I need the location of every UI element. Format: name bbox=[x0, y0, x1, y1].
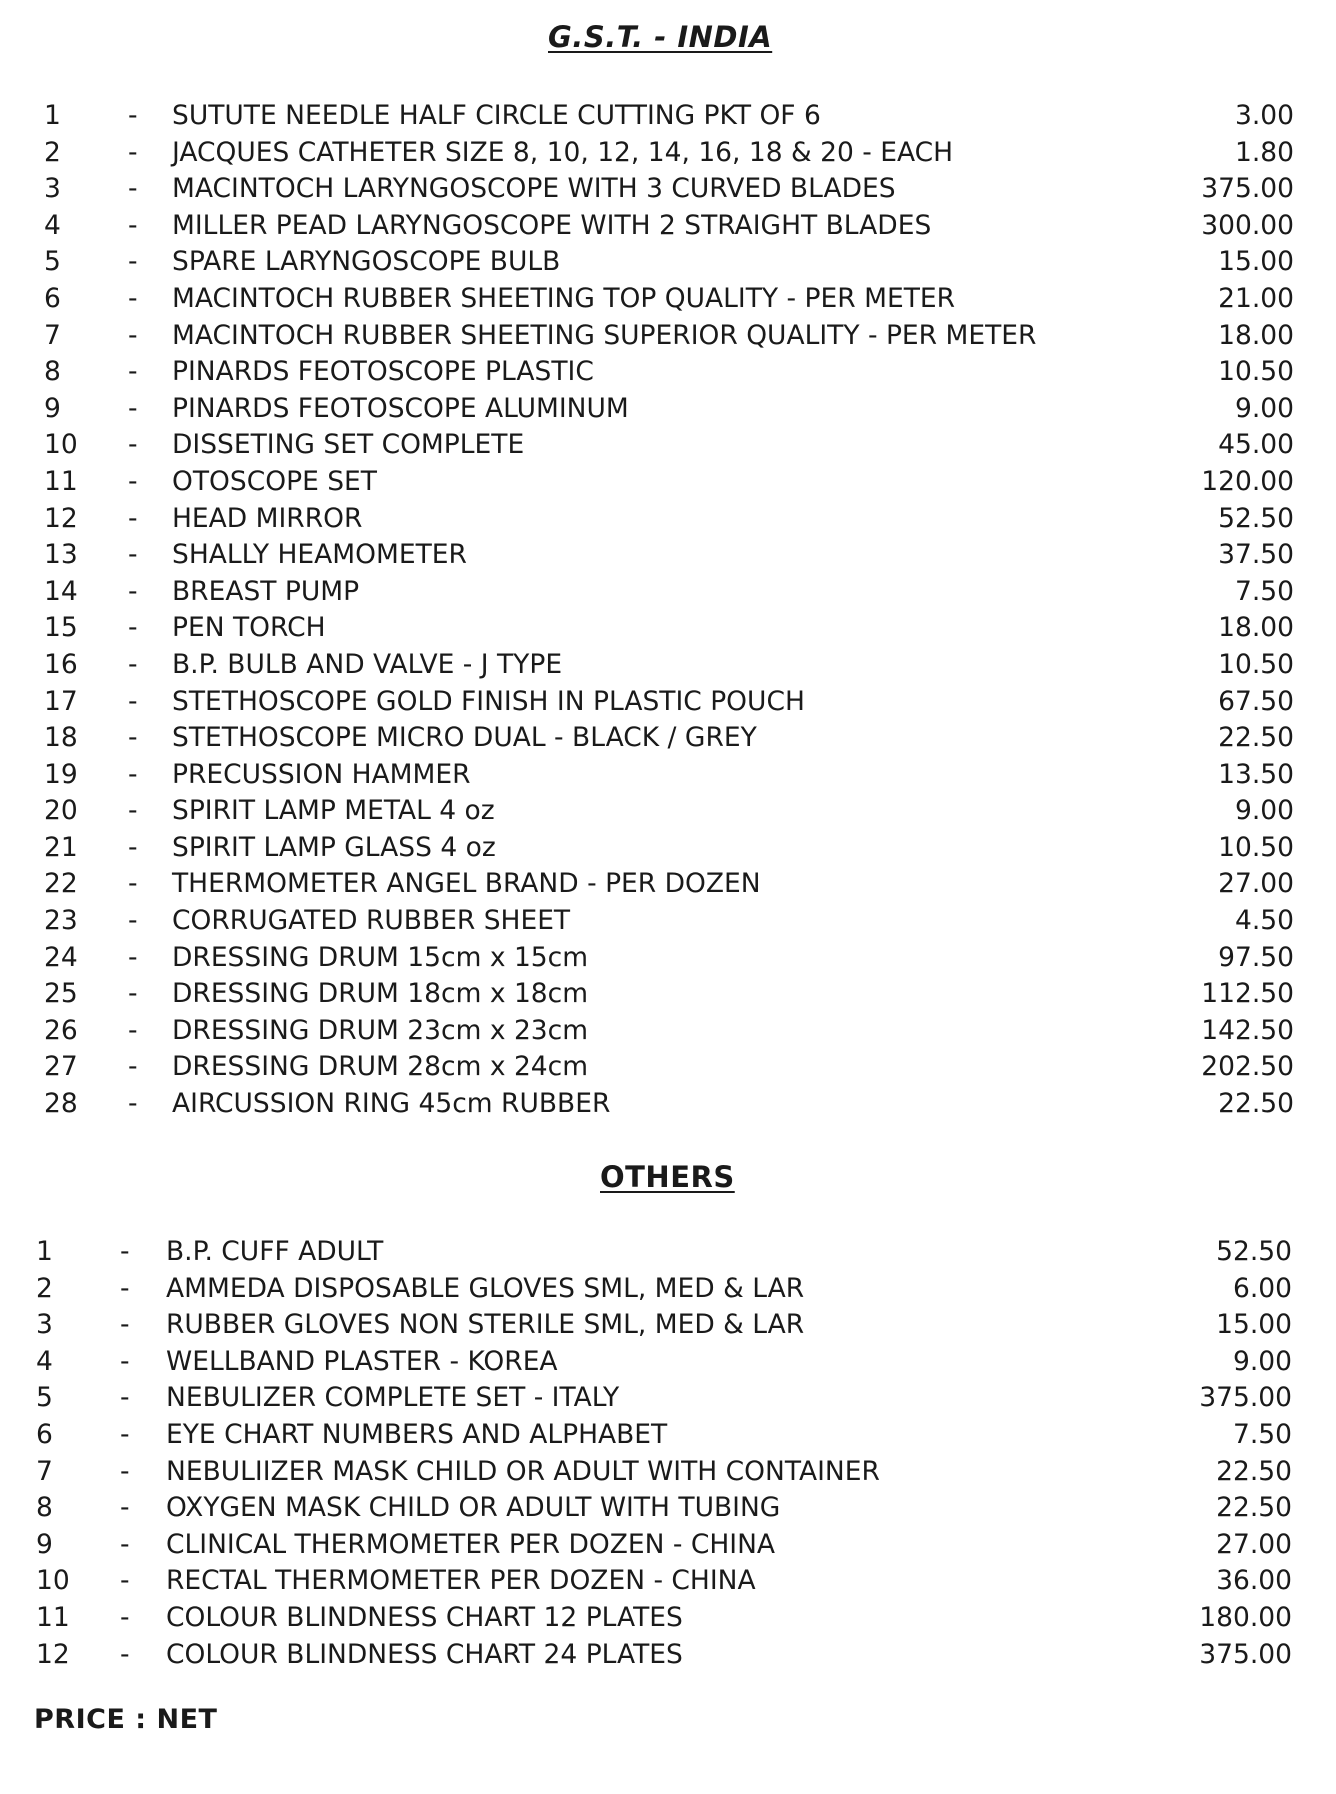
item-separator: - bbox=[128, 1088, 138, 1120]
item-price: 10.50 bbox=[1218, 356, 1294, 388]
item-price: 22.50 bbox=[1218, 722, 1294, 754]
item-separator: - bbox=[128, 209, 138, 241]
item-price: 21.00 bbox=[1218, 282, 1294, 314]
item-number: 10 bbox=[44, 429, 78, 461]
item-number: 12 bbox=[44, 502, 78, 534]
item-description: OTOSCOPE SET bbox=[172, 465, 377, 497]
item-separator: - bbox=[128, 246, 138, 278]
list-item bbox=[0, 391, 1336, 428]
item-number: 3 bbox=[36, 1309, 53, 1341]
item-number: 5 bbox=[44, 246, 61, 278]
list-item bbox=[0, 244, 1336, 281]
item-separator: - bbox=[120, 1565, 130, 1597]
item-price: 18.00 bbox=[1218, 612, 1294, 644]
item-price: 15.00 bbox=[1218, 246, 1294, 278]
list-item bbox=[0, 1490, 1336, 1527]
item-number: 20 bbox=[44, 795, 78, 827]
list-item bbox=[0, 1271, 1336, 1308]
item-description: DRESSING DRUM 18cm x 18cm bbox=[172, 978, 589, 1010]
item-number: 17 bbox=[44, 685, 78, 717]
others-price-list bbox=[0, 1234, 1336, 1673]
item-price: 6.00 bbox=[1232, 1272, 1292, 1304]
list-item bbox=[0, 940, 1336, 977]
item-separator: - bbox=[128, 173, 138, 205]
item-price: 142.50 bbox=[1201, 1014, 1294, 1046]
item-price: 36.00 bbox=[1216, 1565, 1292, 1597]
list-item bbox=[0, 757, 1336, 794]
price-note: PRICE : NET bbox=[34, 1704, 218, 1735]
list-item bbox=[0, 1417, 1336, 1454]
item-number: 9 bbox=[36, 1528, 53, 1560]
list-item bbox=[0, 1563, 1336, 1600]
item-price: 10.50 bbox=[1218, 648, 1294, 680]
item-description: MACINTOCH RUBBER SHEETING TOP QUALITY - PER METER bbox=[172, 282, 956, 314]
item-separator: - bbox=[128, 905, 138, 937]
item-description: BREAST PUMP bbox=[172, 575, 360, 607]
item-description: DRESSING DRUM 15cm x 15cm bbox=[172, 941, 589, 973]
list-item bbox=[0, 1013, 1336, 1050]
item-number: 14 bbox=[44, 575, 78, 607]
item-description: SPIRIT LAMP METAL 4 oz bbox=[172, 795, 495, 827]
item-description: RUBBER GLOVES NON STERILE SML, MED & LAR bbox=[166, 1309, 805, 1341]
item-price: 22.50 bbox=[1218, 1088, 1294, 1120]
item-number: 11 bbox=[36, 1601, 70, 1633]
item-price: 180.00 bbox=[1199, 1601, 1292, 1633]
item-price: 375.00 bbox=[1199, 1638, 1292, 1670]
item-description: JACQUES CATHETER SIZE 8, 10, 12, 14, 16, 18 & 20 - EACH bbox=[172, 136, 954, 168]
item-price: 52.50 bbox=[1218, 502, 1294, 534]
list-item bbox=[0, 793, 1336, 830]
item-number: 4 bbox=[36, 1345, 53, 1377]
item-number: 1 bbox=[44, 100, 61, 131]
list-item bbox=[0, 135, 1336, 172]
item-price: 7.50 bbox=[1234, 575, 1294, 607]
list-item bbox=[0, 720, 1336, 757]
item-number: 15 bbox=[44, 612, 78, 644]
item-price: 9.00 bbox=[1232, 1345, 1292, 1377]
item-number: 18 bbox=[44, 722, 78, 754]
item-number: 8 bbox=[36, 1492, 53, 1524]
item-price: 18.00 bbox=[1218, 319, 1294, 351]
item-price: 22.50 bbox=[1216, 1492, 1292, 1524]
item-separator: - bbox=[120, 1382, 130, 1414]
list-item bbox=[0, 647, 1336, 684]
item-separator: - bbox=[128, 722, 138, 754]
list-item bbox=[0, 318, 1336, 355]
list-item bbox=[0, 830, 1336, 867]
item-number: 2 bbox=[36, 1272, 53, 1304]
item-price: 22.50 bbox=[1216, 1455, 1292, 1487]
item-separator: - bbox=[128, 758, 138, 790]
item-description: SPIRIT LAMP GLASS 4 oz bbox=[172, 831, 496, 863]
item-number: 1 bbox=[36, 1236, 53, 1267]
list-item bbox=[0, 574, 1336, 611]
item-number: 24 bbox=[44, 941, 78, 973]
item-price: 10.50 bbox=[1218, 831, 1294, 863]
item-number: 23 bbox=[44, 905, 78, 937]
list-item bbox=[0, 1344, 1336, 1381]
item-separator: - bbox=[128, 502, 138, 534]
item-number: 16 bbox=[44, 648, 78, 680]
item-separator: - bbox=[128, 795, 138, 827]
item-description: MACINTOCH LARYNGOSCOPE WITH 3 CURVED BLADES bbox=[172, 173, 896, 205]
item-description: PEN TORCH bbox=[172, 612, 326, 644]
list-item bbox=[0, 684, 1336, 721]
item-number: 28 bbox=[44, 1088, 78, 1120]
item-price: 202.50 bbox=[1201, 1051, 1294, 1083]
list-item bbox=[0, 1527, 1336, 1564]
item-separator: - bbox=[128, 319, 138, 351]
item-separator: - bbox=[120, 1345, 130, 1377]
item-separator: - bbox=[128, 941, 138, 973]
item-description: OXYGEN MASK CHILD OR ADULT WITH TUBING bbox=[166, 1492, 781, 1524]
item-number: 7 bbox=[44, 319, 61, 351]
item-number: 13 bbox=[44, 539, 78, 571]
item-separator: - bbox=[128, 575, 138, 607]
list-item bbox=[0, 1049, 1336, 1086]
item-description: PINARDS FEOTOSCOPE PLASTIC bbox=[172, 356, 594, 388]
item-description: PINARDS FEOTOSCOPE ALUMINUM bbox=[172, 392, 629, 424]
item-description: STETHOSCOPE MICRO DUAL - BLACK / GREY bbox=[172, 722, 757, 754]
item-price: 15.00 bbox=[1216, 1309, 1292, 1341]
item-description: SUTUTE NEEDLE HALF CIRCLE CUTTING PKT OF 6 bbox=[172, 100, 821, 131]
item-price: 375.00 bbox=[1201, 173, 1294, 205]
item-price: 13.50 bbox=[1218, 758, 1294, 790]
item-description: AMMEDA DISPOSABLE GLOVES SML, MED & LAR bbox=[166, 1272, 805, 1304]
item-separator: - bbox=[120, 1418, 130, 1450]
list-item bbox=[0, 427, 1336, 464]
item-price: 67.50 bbox=[1218, 685, 1294, 717]
list-item bbox=[0, 1637, 1336, 1674]
item-price: 52.50 bbox=[1216, 1236, 1292, 1267]
item-number: 21 bbox=[44, 831, 78, 863]
item-separator: - bbox=[128, 100, 138, 131]
item-number: 3 bbox=[44, 173, 61, 205]
item-number: 12 bbox=[36, 1638, 70, 1670]
item-price: 45.00 bbox=[1218, 429, 1294, 461]
item-description: DRESSING DRUM 28cm x 24cm bbox=[172, 1051, 589, 1083]
item-description: STETHOSCOPE GOLD FINISH IN PLASTIC POUCH bbox=[172, 685, 805, 717]
list-item bbox=[0, 281, 1336, 318]
item-description: COLOUR BLINDNESS CHART 12 PLATES bbox=[166, 1601, 683, 1633]
item-number: 27 bbox=[44, 1051, 78, 1083]
item-number: 10 bbox=[36, 1565, 70, 1597]
item-description: DISSETING SET COMPLETE bbox=[172, 429, 525, 461]
item-separator: - bbox=[120, 1638, 130, 1670]
item-number: 11 bbox=[44, 465, 78, 497]
item-number: 9 bbox=[44, 392, 61, 424]
item-price: 3.00 bbox=[1234, 100, 1294, 131]
item-number: 8 bbox=[44, 356, 61, 388]
item-description: B.P. BULB AND VALVE - J TYPE bbox=[172, 648, 563, 680]
item-separator: - bbox=[128, 356, 138, 388]
item-number: 22 bbox=[44, 868, 78, 900]
item-price: 4.50 bbox=[1234, 905, 1294, 937]
others-heading: OTHERS bbox=[600, 1160, 735, 1194]
list-item bbox=[0, 1234, 1336, 1271]
item-separator: - bbox=[128, 648, 138, 680]
item-number: 19 bbox=[44, 758, 78, 790]
item-number: 5 bbox=[36, 1382, 53, 1414]
item-separator: - bbox=[120, 1455, 130, 1487]
item-separator: - bbox=[128, 868, 138, 900]
item-description: NEBULIIZER MASK CHILD OR ADULT WITH CONTAINER bbox=[166, 1455, 880, 1487]
item-description: PRECUSSION HAMMER bbox=[172, 758, 471, 790]
item-description: CLINICAL THERMOMETER PER DOZEN - CHINA bbox=[166, 1528, 776, 1560]
item-number: 2 bbox=[44, 136, 61, 168]
item-description: B.P. CUFF ADULT bbox=[166, 1236, 384, 1267]
list-item bbox=[0, 903, 1336, 940]
list-item bbox=[0, 354, 1336, 391]
item-separator: - bbox=[128, 282, 138, 314]
list-item bbox=[0, 208, 1336, 245]
item-description: HEAD MIRROR bbox=[172, 502, 363, 534]
list-item bbox=[0, 98, 1336, 135]
item-description: EYE CHART NUMBERS AND ALPHABET bbox=[166, 1418, 668, 1450]
item-separator: - bbox=[128, 392, 138, 424]
list-item bbox=[0, 537, 1336, 574]
item-number: 26 bbox=[44, 1014, 78, 1046]
item-separator: - bbox=[120, 1601, 130, 1633]
list-item bbox=[0, 501, 1336, 538]
item-price: 37.50 bbox=[1218, 539, 1294, 571]
item-price: 7.50 bbox=[1232, 1418, 1292, 1450]
page-title-text: G.S.T. - INDIA bbox=[548, 20, 773, 54]
list-item bbox=[0, 610, 1336, 647]
gst-price-list bbox=[0, 98, 1336, 1123]
item-price: 27.00 bbox=[1218, 868, 1294, 900]
item-separator: - bbox=[128, 612, 138, 644]
item-separator: - bbox=[120, 1528, 130, 1560]
item-number: 6 bbox=[44, 282, 61, 314]
list-item bbox=[0, 1086, 1336, 1123]
list-item bbox=[0, 1307, 1336, 1344]
item-separator: - bbox=[120, 1309, 130, 1341]
item-number: 6 bbox=[36, 1418, 53, 1450]
item-price: 97.50 bbox=[1218, 941, 1294, 973]
item-price: 27.00 bbox=[1216, 1528, 1292, 1560]
item-number: 25 bbox=[44, 978, 78, 1010]
item-separator: - bbox=[128, 136, 138, 168]
item-description: WELLBAND PLASTER - KOREA bbox=[166, 1345, 558, 1377]
item-number: 7 bbox=[36, 1455, 53, 1487]
item-separator: - bbox=[128, 429, 138, 461]
item-description: AIRCUSSION RING 45cm RUBBER bbox=[172, 1088, 611, 1120]
item-description: NEBULIZER COMPLETE SET - ITALY bbox=[166, 1382, 620, 1414]
list-item bbox=[0, 1380, 1336, 1417]
list-item bbox=[0, 976, 1336, 1013]
item-price: 1.80 bbox=[1234, 136, 1294, 168]
item-separator: - bbox=[120, 1492, 130, 1524]
list-item bbox=[0, 866, 1336, 903]
item-separator: - bbox=[128, 831, 138, 863]
item-separator: - bbox=[128, 685, 138, 717]
list-item bbox=[0, 171, 1336, 208]
item-description: SPARE LARYNGOSCOPE BULB bbox=[172, 246, 561, 278]
item-price: 375.00 bbox=[1199, 1382, 1292, 1414]
item-price: 9.00 bbox=[1234, 795, 1294, 827]
item-description: SHALLY HEAMOMETER bbox=[172, 539, 467, 571]
item-number: 4 bbox=[44, 209, 61, 241]
item-price: 112.50 bbox=[1201, 978, 1294, 1010]
item-separator: - bbox=[120, 1272, 130, 1304]
item-separator: - bbox=[120, 1236, 130, 1267]
item-price: 300.00 bbox=[1201, 209, 1294, 241]
list-item bbox=[0, 464, 1336, 501]
item-description: CORRUGATED RUBBER SHEET bbox=[172, 905, 571, 937]
item-separator: - bbox=[128, 465, 138, 497]
item-description: MILLER PEAD LARYNGOSCOPE WITH 2 STRAIGHT BLADES bbox=[172, 209, 932, 241]
list-item bbox=[0, 1600, 1336, 1637]
item-description: RECTAL THERMOMETER PER DOZEN - CHINA bbox=[166, 1565, 756, 1597]
list-item bbox=[0, 1454, 1336, 1491]
item-price: 120.00 bbox=[1201, 465, 1294, 497]
item-description: COLOUR BLINDNESS CHART 24 PLATES bbox=[166, 1638, 683, 1670]
item-description: MACINTOCH RUBBER SHEETING SUPERIOR QUALITY - PER METER bbox=[172, 319, 1037, 351]
item-separator: - bbox=[128, 1051, 138, 1083]
item-separator: - bbox=[128, 539, 138, 571]
item-description: THERMOMETER ANGEL BRAND - PER DOZEN bbox=[172, 868, 761, 900]
item-price: 9.00 bbox=[1234, 392, 1294, 424]
item-description: DRESSING DRUM 23cm x 23cm bbox=[172, 1014, 589, 1046]
item-separator: - bbox=[128, 1014, 138, 1046]
item-separator: - bbox=[128, 978, 138, 1010]
